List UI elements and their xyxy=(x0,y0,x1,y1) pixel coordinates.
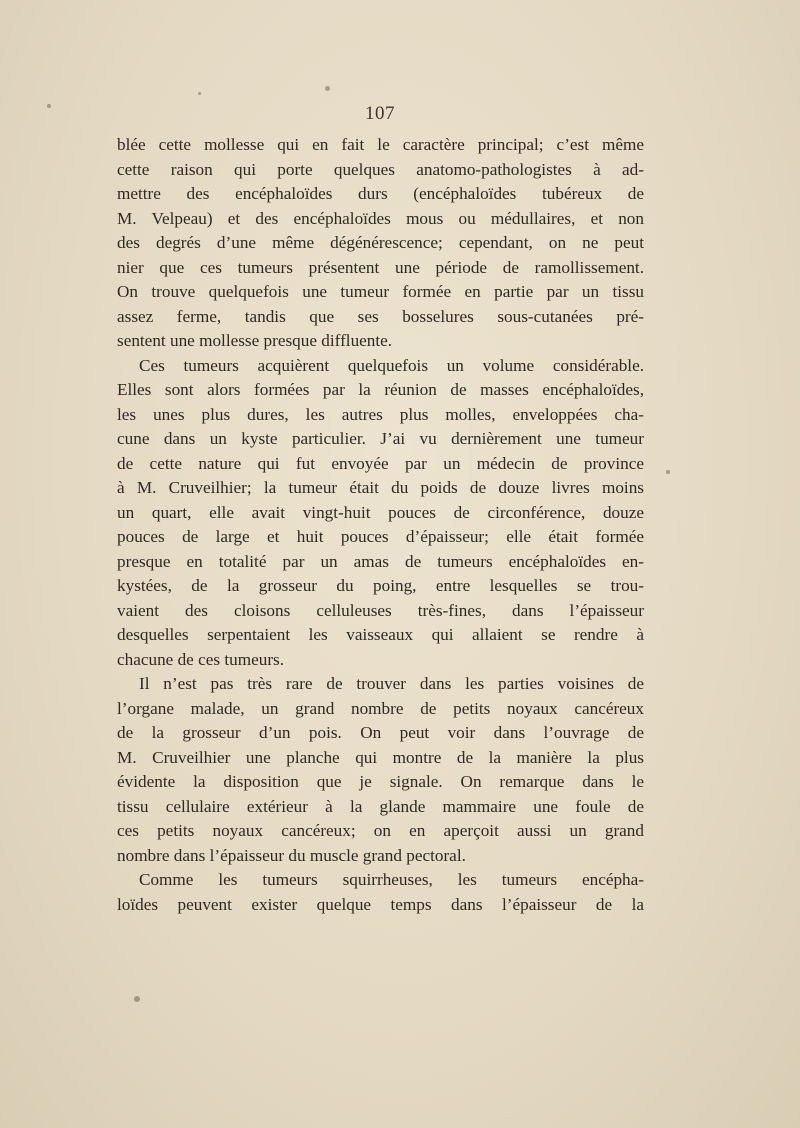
paragraph xyxy=(117,868,644,917)
ink-speck xyxy=(198,92,201,95)
text-line: de la grosseur d’un pois. On peut voir dans l’ouvrage de xyxy=(117,723,644,742)
text-line: Il n’est pas très rare de trouver dans les parties voisines de xyxy=(139,674,644,693)
text-line: sentent une mollesse presque diffluente. xyxy=(117,331,393,350)
text-line: les unes plus dures, les autres plus molles, enveloppées cha- xyxy=(117,404,644,424)
text-line: M. Velpeau) et des encéphaloïdes mous ou médullaires, et non xyxy=(117,208,644,228)
text-line: tissu cellulaire extérieur à la glande mammaire une foule de xyxy=(117,796,644,816)
text-line: kystées, de la grosseur du poing, entre lesquelles se trou- xyxy=(117,576,644,595)
text-line: mettre des encéphaloïdes durs (encéphaloïdes tubéreux de xyxy=(117,184,644,203)
text-line: un quart, elle avait vingt-huit pouces de circonférence, douze xyxy=(117,502,644,522)
text-line: de cette nature qui fut envoyée par un médecin de province xyxy=(117,453,644,473)
text-line: Ces tumeurs acquièrent quelquefois un volume considérable. xyxy=(139,355,644,375)
text-line: On trouve quelquefois une tumeur formée en partie par un tissu xyxy=(117,282,644,301)
text-line: vaient des cloisons celluleuses très-fines, dans l’épaisseur xyxy=(117,600,644,620)
body-text xyxy=(117,133,644,917)
text-line: cune dans un kyste particulier. J’ai vu dernièrement une tumeur xyxy=(117,429,644,448)
text-line: ces petits noyaux cancéreux; on en aperçoit aussi un grand xyxy=(117,821,644,840)
text-line: loïdes peuvent exister quelque temps dans l’épaisseur de la xyxy=(117,894,644,914)
text-line: cette raison qui porte quelques anatomo-pathologistes à ad- xyxy=(117,159,644,179)
text-line: nombre dans l’épaisseur du muscle grand pectoral. xyxy=(117,845,466,865)
text-line: évidente la disposition que je signale. On remarque dans le xyxy=(117,772,644,791)
text-line: à M. Cruveilhier; la tumeur était du poids de douze livres moins xyxy=(117,478,644,497)
page-number: 107 xyxy=(365,103,395,124)
paragraph xyxy=(117,354,644,673)
ink-speck xyxy=(134,996,140,1002)
text-line: assez ferme, tandis que ses bosselures sous-cutanées pré- xyxy=(117,306,644,326)
ink-speck xyxy=(666,470,670,474)
text-line: desquelles serpentaient les vaisseaux qui allaient se rendre à xyxy=(117,625,644,644)
text-line: blée cette mollesse qui en fait le caractère principal; c’est même xyxy=(117,135,644,154)
text-line: des degrés d’une même dégénérescence; cependant, on ne peut xyxy=(117,233,644,252)
text-line: M. Cruveilhier une planche qui montre de la manière la plus xyxy=(117,747,644,767)
paragraph xyxy=(117,672,644,868)
text-line: pouces de large et huit pouces d’épaisseur; elle était formée xyxy=(117,527,644,546)
ink-speck xyxy=(325,86,330,91)
text-line: Elles sont alors formées par la réunion de masses encéphaloïdes, xyxy=(117,380,644,399)
text-line: presque en totalité par un amas de tumeurs encéphaloïdes en- xyxy=(117,551,644,571)
text-line: l’organe malade, un grand nombre de petits noyaux cancéreux xyxy=(117,698,644,718)
paragraph xyxy=(117,133,644,354)
text-line: nier que ces tumeurs présentent une période de ramollissement. xyxy=(117,257,644,277)
text-line: Comme les tumeurs squirrheuses, les tumeurs encépha- xyxy=(139,870,644,889)
text-line: chacune de ces tumeurs. xyxy=(117,649,285,669)
